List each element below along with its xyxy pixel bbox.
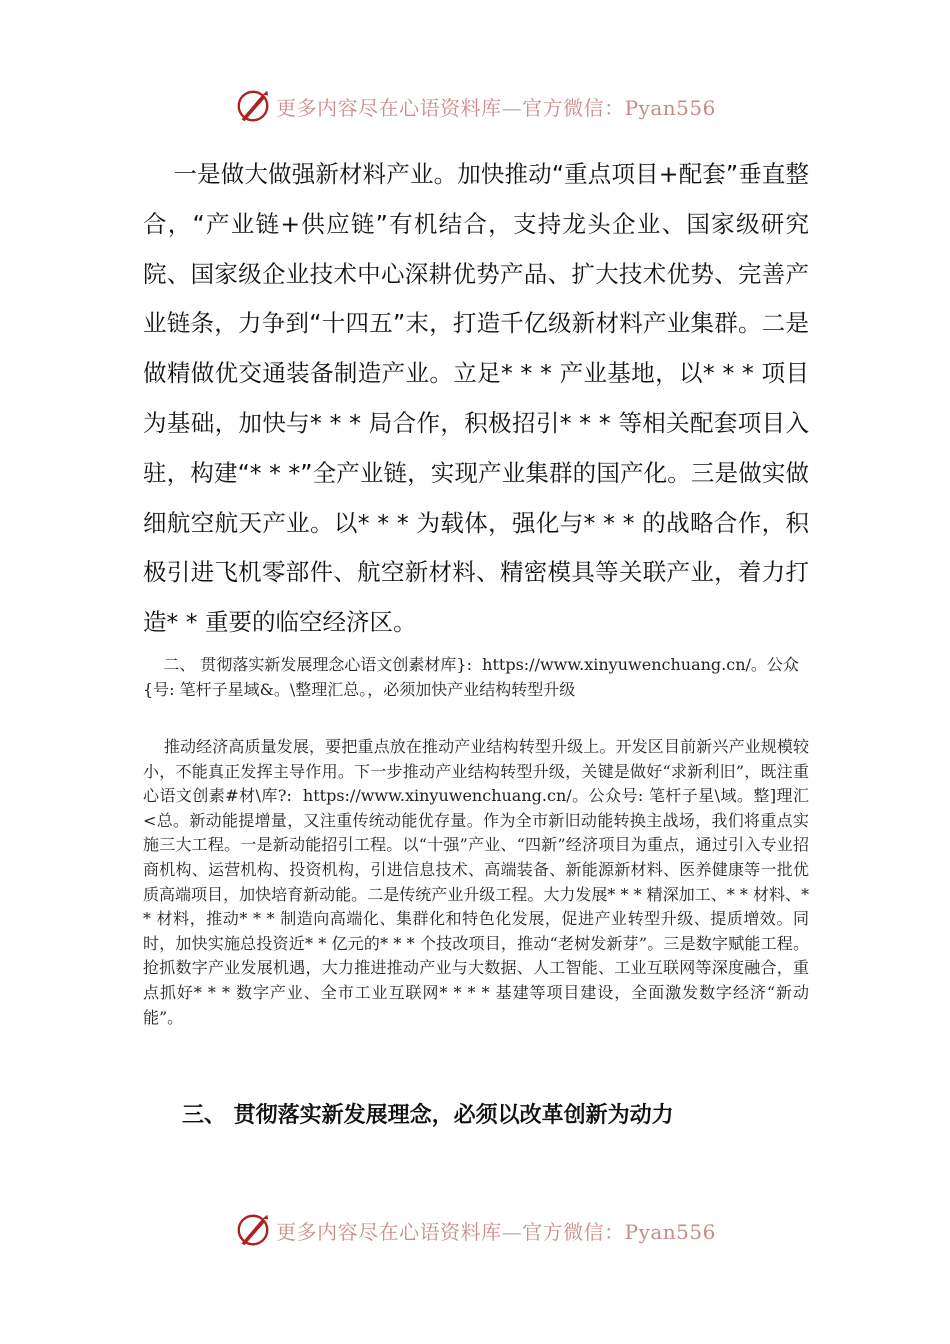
footer-watermark-banner — [0, 1210, 950, 1250]
section-2-heading: 二、 贯彻落实新发展理念心语文创素材库}: https://www.xinyuwenchuang.cn/。公众{号: 笔杆子星域&。\整理汇总。，必须加快产业结构转型升级 — [143, 655, 799, 699]
section-3-heading: 三、 贯彻落实新发展理念，必须以改革创新为动力 — [182, 1103, 674, 1128]
banner-text — [276, 1216, 716, 1245]
banner-contact-text: 官方微信：Pyan556 — [522, 1219, 716, 1244]
banner-contact-text: 官方微信：Pyan556 — [522, 95, 716, 120]
pen-logo-icon — [234, 1211, 272, 1249]
banner-site-text: 更多内容尽在心语资料库 — [276, 95, 502, 120]
pen-logo-icon — [234, 87, 272, 125]
paragraph-1: 一是做大做强新材料产业。加快推动“重点项目+配套”垂直整合，“产业链+供应链”有机结合，支持龙头企业、国家级研究院、国家级企业技术中心深耕优势产品、扩大技术优势、完善产业链条，力争到“十四五”末，打造千亿级新材料产业集群。二是做精做优交通装备制造产业。立足* * * 产业基地，以* * * 项目为基础，加快与* * * 局合作，积极招引* * * 等相关配套项目入驻，构建“* * *”全产业链，实现产业集群的国产化。三是做实做细航空航天产业。以* * * 为载体，强化与* * * 的战略合作，积极引进飞机零部件、航空新材料、精密模具等关联产业，着力打造* * 重要的临空经济区。 — [143, 160, 809, 637]
header-watermark-banner — [0, 86, 950, 126]
banner-separator: — — [501, 1219, 523, 1244]
banner-separator: — — [501, 95, 523, 120]
paragraph-2: 推动经济高质量发展，要把重点放在推动产业结构转型升级上。开发区目前新兴产业规模较小，不能真正发挥主导作用。下一步推动产业结构转型升级，关键是做好“求新利旧”，既注重心语文创素#材\库?: https://www.xinyuwenchuang.cn/。公众号: 笔杆子星\域。整]理汇<总。新动能提增量，又注重传统动能优存量。作为全市新旧动能转换主战场，我们将重点实施三大工程。一是新动能招引工程。以“十强”产业、“四新”经济项目为重点，通过引入专业招商机构、运营机构、投资机构，引进信息技术、高端装备、新能源新材料、医养健康等一批优质高端项目，加快培育新动能。二是传统产业升级工程。大力发展* * * 精深加工、* * 材料、* * 材料，推动* * * 制造向高端化、集群化和特色化发展，促进产业转型升级、提质增效。同时，加快实施总投资近* * 亿元的* * * 个技改项目，推动“老树发新芽”。三是数字赋能工程。抢抓数字产业发展机遇，大力推进推动产业与大数据、人工智能、工业互联网等深度融合，重点抓好* * * 数字产业、全市工业互联网* * * * 基建等项目建设，全面激发数字经济“新动能”。 — [143, 737, 815, 1027]
banner-text — [276, 92, 716, 121]
banner-site-text: 更多内容尽在心语资料库 — [276, 1219, 502, 1244]
